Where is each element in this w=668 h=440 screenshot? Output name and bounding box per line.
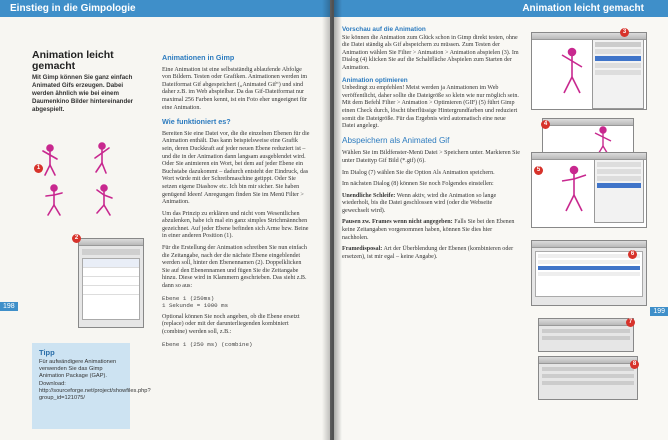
figure-badge-1: 1: [34, 164, 43, 173]
left-page-header: Einstieg in die Gimpologie: [0, 0, 330, 17]
optimize-title: Animation optimieren: [342, 76, 408, 84]
left-text-column: [162, 54, 310, 352]
right-page-number: 199: [650, 307, 668, 316]
figure-badge-4: 4: [541, 120, 550, 129]
section-how-title: Wie funktioniert es?: [162, 117, 231, 127]
screenshot-3-filter-menu: [531, 32, 647, 110]
filter-menu-popup: [592, 39, 644, 109]
pause-text: Falls Sie bei den Ebenen keine Zeitangaben vorgenommen haben, können Sie dies hier nachholen.: [342, 219, 515, 241]
save-title: Abspeichern als Animated Gif: [342, 135, 450, 145]
right-page-header: Animation leicht gemacht: [334, 0, 668, 17]
pause-option: [342, 219, 520, 242]
code-example-3: Ebene 1 (250 ms) (combine): [162, 340, 253, 348]
tip-text: Für aufwändigere Animationen verwenden Sie das Gimp Animation Package (GAP). Download: http://sourceforge.net/project/showfiles.php?group_id=121075/: [39, 359, 151, 402]
figure-badge-5: 5: [534, 166, 543, 175]
preview-title: Vorschau auf die Animation: [342, 26, 426, 33]
left-page-number: 198: [0, 302, 18, 311]
right-page: [334, 0, 668, 440]
figure-badge-7: 7: [626, 318, 635, 327]
stick-figure-icon: [554, 165, 594, 220]
frame-text: Art der Überblendung der Ebenen (kombinieren oder ersetzen), ist mir egal – keine Angabe).: [342, 246, 514, 260]
layers-dialog-screenshot: [78, 238, 144, 328]
section-animations-title: Animationen in Gimp: [162, 53, 235, 62]
tip-box: [32, 343, 151, 429]
section-how-p3: Für die Erstellung der Animation schreiben Sie nun einfach die Zeitangabe, nach der die nächste Ebene eingeblendet werden soll, hinter den Ebenennamen (2). Doppelklicken Sie auf den Ebenennamen und fügen Sie die Zeitangabe hinzu. Diese wird in Klammern geschrieben. Das sieht z.B. dann so aus:: [162, 245, 307, 290]
section-how-p4: Optional können Sie noch angeben, ob die Ebene ersetzt (replace) oder mit der darunterliegenden kombiniert (combine) werden soll, z.B.:: [162, 313, 300, 335]
pause-label: Pausen zw. Frames wenn nicht angegeben:: [342, 219, 453, 226]
save-text-1: Wählen Sie im Bildfenster-Menü Datei > Speichern unter. Markieren Sie unter Dateityp Gif Bild (*.gif) (6).: [342, 150, 520, 164]
loop-option: [342, 193, 520, 216]
save-text-3: Im nächsten Dialog (8) können Sie noch Folgendes einstellen:: [342, 181, 494, 188]
frame-option: [342, 246, 520, 261]
figure-badge-6: 6: [628, 250, 637, 259]
tip-title: Tipp: [39, 348, 55, 357]
book-gutter: [322, 0, 342, 440]
frame-label: Framedisposal:: [342, 246, 383, 253]
code-example-1: Ebene 1 (250ms): [162, 294, 215, 302]
stick-figure-icon: [552, 47, 592, 102]
preview-text: Sie können die Animation zum Glück schon in Gimp direkt testen, ohne die Datei ständig als Gif abspeichern zu müssen. Zum Testen der Animation wählen Sie Filter > Animation > Animation abspielen (3). Im Dialog (4) klicken Sie auf die Schaltfläche Abspielen zum Starten der Animation.: [342, 34, 519, 71]
screenshot-7-export-dialog: [538, 318, 634, 352]
optimize-menu-popup: [594, 159, 644, 223]
section-animations-text: Eine Animation ist eine selbstständig ablaufende Abfolge von Bildern. Testen oder Grafiken. Animationen werden im Dateiformat Gif abgespeichert („Animated Gif“) und sind daher z.B. im Web abspielbar. Da das Gif-Dateiformat nur maximal 256 Farben kennt, ist ein Foto eher ungeeignet für eine Animation.: [162, 66, 308, 111]
article-intro: Mit Gimp können Sie ganz einfach Animated Gifs erzeugen. Dabei werden ähnlich wie bei einem Daumenkino Bilder hintereinander abgespielt.: [32, 74, 134, 113]
figure-badge-3: 3: [620, 28, 629, 37]
loop-label: Unendliche Schleife:: [342, 192, 396, 199]
screenshot-8-gif-options-dialog: [538, 356, 638, 400]
loop-text: Wenn aktiv, wird die Animation so lange wiederholt, bis die Datei geschlossen wird (oder die Webseite gewechselt wird).: [342, 192, 497, 214]
stick-figure-illustration: [32, 142, 140, 227]
save-text-2: Im Dialog (7) wählen Sie die Option Als Animation speichern.: [342, 169, 495, 176]
screenshot-5-optimize-menu: [531, 152, 647, 228]
section-how-p1: Bereiten Sie eine Datei vor, die die einzelnen Ebenen für die Animation enthält. Das kann beispielsweise eine Grafik sein, deren Duckkraft auf jeder neuen Ebene reduziert ist – und die in der Animation dann langsam ausgeblendet wird. Oder Sie animieren ein Wort, bei dem auf jeder Ebene ein Buchstabe dazukommt – dadurch entsteht der Eindruck, das Wort würde mit der Schreibmaschine getippt. Oder Sie setzen eigene Diashow etc. Ich bin mir sicher. Sie haben genügend Ideen! Anregungen finden Sie im Menü Filter > Animation.: [162, 130, 310, 206]
figure-badge-8: 8: [630, 360, 639, 369]
stick-figures-image: [32, 142, 140, 227]
right-text-column: [342, 26, 520, 265]
optimize-text: Unbedingt zu empfehlen! Meist werden ja Animationen im Web veröffentlicht, daher sollte die Dateigröße so klein wie nur möglich sein. Mit dem Befehl Filter > Animation > Optimieren (GIF) (5) führt Gimp einen Check durch, löscht überflüssige Hintergrundfarben und reduziert somit die Dateigröße. Für das Ergebnis wird automatisch eine neue Datei angelegt.: [342, 85, 519, 130]
left-page: [0, 0, 330, 440]
code-example-2: 1 Sekunde = 1000 ms: [162, 302, 229, 310]
section-how-p2: Um das Prinzip zu erklären und nicht vom Wesentlichen abzulenken, habe ich mal ein ganz simples Strichmännchen gezeichnet. Auf jeder Ebene befinden sich Arme bzw. Beine in einer anderen Position (1).: [162, 210, 309, 240]
figure-badge-2: 2: [72, 234, 81, 243]
article-title: Animation leicht gemacht: [32, 49, 114, 72]
